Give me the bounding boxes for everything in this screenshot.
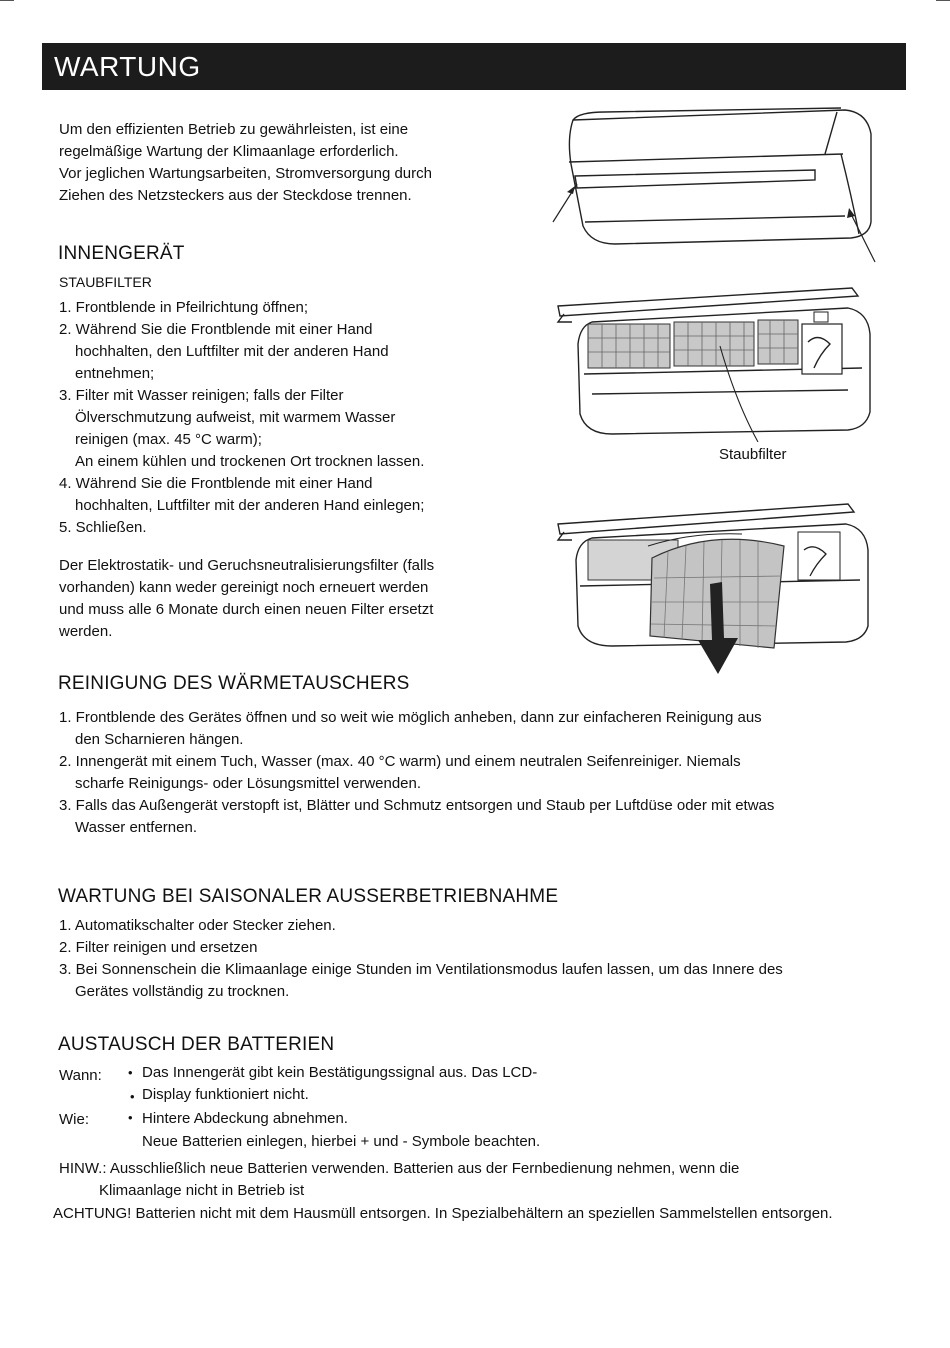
crop-mark-left (0, 0, 14, 1)
heat-exchanger-line: 3. Falls das Außengerät verstopft ist, Blätter und Schmutz entsorgen und Staub per Luftdüse oder mit etwas (59, 797, 775, 814)
step-line: 4. Während Sie die Frontblende mit einer Hand (59, 475, 373, 492)
step-line: entnehmen; (75, 365, 155, 382)
filter-note-line: werden. (59, 623, 113, 640)
heat-exchanger-line: 2. Innengerät mit einem Tuch, Wasser (max. 40 °C warm) und einem neutralen Seifenreiniger. Niemals (59, 753, 741, 770)
figure-indoor-unit-open (552, 282, 882, 442)
step-line: An einem kühlen und trockenen Ort trocknen lassen. (75, 453, 425, 470)
heat-exchanger-line: scharfe Reinigungs- oder Lösungsmittel verwenden. (75, 775, 422, 792)
filter-note-line: Der Elektrostatik- und Geruchsneutralisierungsfilter (falls (59, 557, 435, 574)
section-heading-seasonal: WARTUNG BEI SAISONALER AUSSERBETRIEBNAHME (58, 886, 559, 907)
seasonal-line: 2. Filter reinigen und ersetzen (59, 939, 258, 956)
how-line: Hintere Abdeckung abnehmen. (142, 1110, 348, 1127)
how-line: Neue Batterien einlegen, hierbei + und - Symbole beachten. (142, 1133, 541, 1150)
step-line: 2. Während Sie die Frontblende mit einer Hand (59, 321, 373, 338)
page-title: WARTUNG (54, 51, 201, 82)
filter-note-line: und muss alle 6 Monate durch einen neuen Filter ersetzt (59, 601, 434, 618)
how-label: Wie: (59, 1111, 89, 1128)
battery-note-line: Klimaanlage nicht in Betrieb ist (99, 1182, 305, 1199)
bullet-glyph: • (130, 1089, 135, 1104)
intro-line: Um den effizienten Betrieb zu gewährleisten, ist eine (59, 121, 409, 138)
heat-exchanger-line: Wasser entfernen. (75, 819, 197, 836)
bullet-glyph: • (128, 1065, 133, 1080)
filter-note-line: vorhanden) kann weder gereinigt noch erneuert werden (59, 579, 429, 596)
section-heading-batteries: AUSTAUSCH DER BATTERIEN (58, 1034, 335, 1055)
seasonal-line: 1. Automatikschalter oder Stecker ziehen. (59, 917, 336, 934)
figure-label-dust-filter: Staubfilter (719, 446, 787, 463)
intro-line: regelmäßige Wartung der Klimaanlage erforderlich. (59, 143, 399, 160)
heat-exchanger-line: 1. Frontblende des Gerätes öffnen und so weit wie möglich anheben, dann zur einfacheren Reinigung aus (59, 709, 762, 726)
when-line: Display funktioniert nicht. (142, 1086, 309, 1103)
figure-indoor-unit-closed (545, 104, 880, 264)
section-banner (42, 43, 906, 90)
step-line: 1. Frontblende in Pfeilrichtung öffnen; (59, 299, 309, 316)
subheading-dust-filter: STAUBFILTER (59, 274, 152, 290)
seasonal-line: 3. Bei Sonnenschein die Klimaanlage einige Stunden im Ventilationsmodus laufen lassen, um das Innere des (59, 961, 783, 978)
step-line: Ölverschmutzung aufweist, mit warmem Wasser (75, 409, 396, 426)
section-heading-indoor: INNENGERÄT (58, 243, 185, 264)
step-line: 5. Schließen. (59, 519, 147, 536)
crop-mark-right (936, 0, 950, 1)
heat-exchanger-line: den Scharnieren hängen. (75, 731, 244, 748)
when-label: Wann: (59, 1067, 102, 1084)
step-line: hochhalten, den Luftfilter mit der anderen Hand (75, 343, 389, 360)
step-line: hochhalten, Luftfilter mit der anderen Hand einlegen; (75, 497, 425, 514)
intro-line: Ziehen des Netzsteckers aus der Steckdose trennen. (59, 187, 412, 204)
figure-filter-removal (552, 498, 882, 678)
seasonal-line: Gerätes vollständig zu trocknen. (75, 983, 290, 1000)
step-line: reinigen (max. 45 °C warm); (75, 431, 262, 448)
bullet-glyph: • (128, 1110, 133, 1125)
battery-warning: ACHTUNG! Batterien nicht mit dem Hausmüll entsorgen. In Spezialbehältern an speziellen Sammelstellen entsorgen. (53, 1205, 833, 1222)
step-line: 3. Filter mit Wasser reinigen; falls der Filter (59, 387, 344, 404)
battery-note-line: HINW.: Ausschließlich neue Batterien verwenden. Batterien aus der Fernbedienung nehmen, wenn die (59, 1160, 740, 1177)
section-heading-heat-exchanger: REINIGUNG DES WÄRMETAUSCHERS (58, 673, 410, 694)
intro-line: Vor jeglichen Wartungsarbeiten, Stromversorgung durch (59, 165, 432, 182)
when-line: Das Innengerät gibt kein Bestätigungssignal aus. Das LCD- (142, 1064, 538, 1081)
